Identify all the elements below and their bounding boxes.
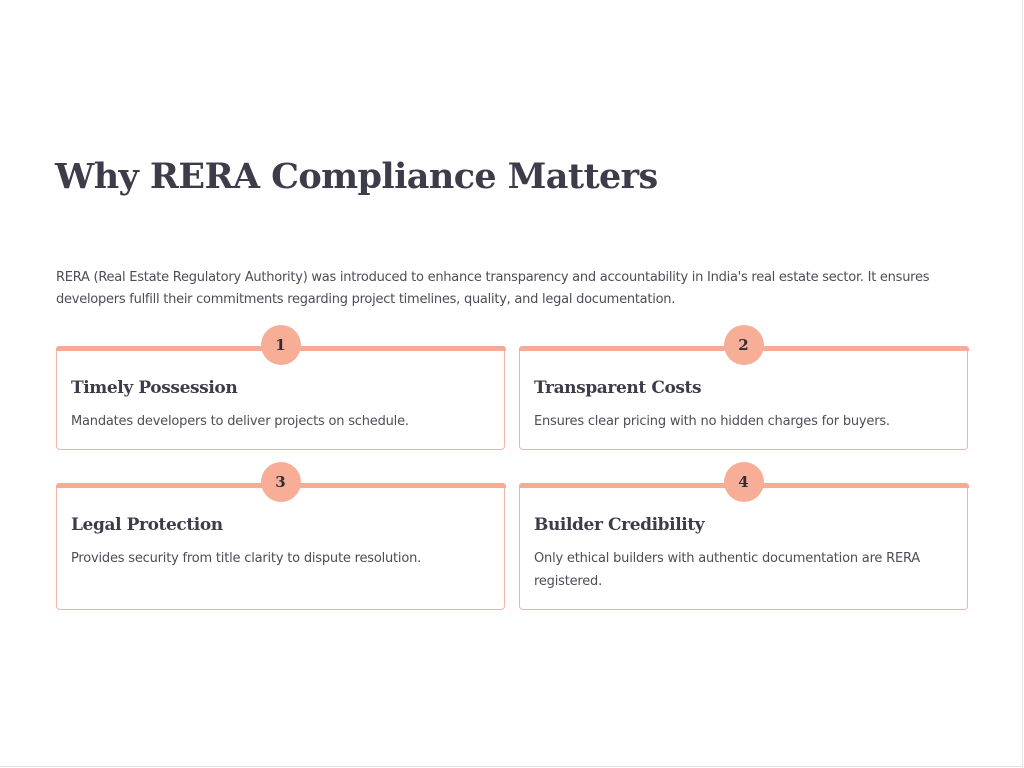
card-heading: Transparent Costs [534,378,702,398]
card-description: Only ethical builders with authentic documentation are RERA registered. [534,551,921,589]
intro-paragraph: RERA (Real Estate Regulatory Authority) was introduced to enhance transparency and accountability in India's real estate sector. It ensures developers fulfill their commitments regarding project timelines, quality, and legal documentation. [56,270,930,307]
card-heading: Legal Protection [71,515,223,535]
card-description: Provides security from title clarity to dispute resolution. [71,551,422,566]
number-badge: 4 [724,462,764,502]
number-badge: 2 [724,325,764,365]
card-legal-protection [56,473,505,610]
card-builder-credibility [519,473,968,610]
card-timely-possession [56,336,505,450]
card-description: Mandates developers to deliver projects on schedule. [71,414,409,429]
card-transparent-costs [519,336,968,450]
number-badge: 3 [261,462,301,502]
card-heading: Builder Credibility [534,515,705,535]
page-title: Why RERA Compliance Matters [55,156,658,197]
card-heading: Timely Possession [71,378,238,398]
card-description: Ensures clear pricing with no hidden charges for buyers. [534,414,890,429]
number-badge: 1 [261,325,301,365]
